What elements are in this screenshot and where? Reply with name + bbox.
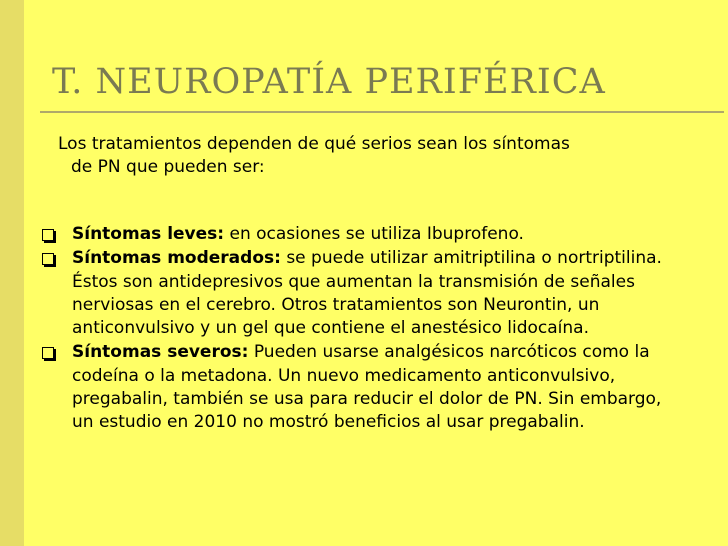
bullet-item-moderate	[0, 247, 688, 340]
square-bullet-icon	[42, 253, 54, 265]
bullet-label: Síntomas moderados:	[72, 248, 281, 269]
title-divider	[40, 111, 724, 113]
intro-line-1: Los tratamientos dependen de qué serios sean los síntomas	[58, 134, 570, 154]
bullet-text: Pueden usarse analgésicos narcóticos como la codeína o la metadona. Un nuevo medicamento anticonvulsivo, pregabalin, también se usa para reducir el dolor de PN. Sin embargo, un estudio en 2010 no mostró beneficios al usar pregabalin.	[72, 342, 662, 433]
square-bullet-icon	[42, 229, 54, 241]
slide-title: T. NEUROPATÍA PERIFÉRICA	[52, 62, 606, 102]
bullet-item-severe	[0, 341, 688, 434]
bullet-text: se puede utilizar amitriptilina o nortriptilina. Éstos son antidepresivos que aumentan la transmisión de señales nerviosas en el cerebro. Otros tratamientos son Neurontin, un anticonvulsivo y un gel que contiene el anestésico lidocaína.	[72, 248, 662, 339]
bullet-text: en ocasiones se utiliza Ibuprofeno.	[224, 224, 524, 244]
bullet-label: Síntomas severos:	[72, 342, 249, 363]
bullet-list	[0, 223, 688, 435]
intro-line-2: de PN que pueden ser:	[71, 157, 265, 177]
square-bullet-icon	[42, 347, 54, 359]
bullet-item-mild	[0, 223, 688, 246]
bullet-label: Síntomas leves:	[72, 224, 225, 244]
intro-paragraph	[58, 133, 698, 179]
